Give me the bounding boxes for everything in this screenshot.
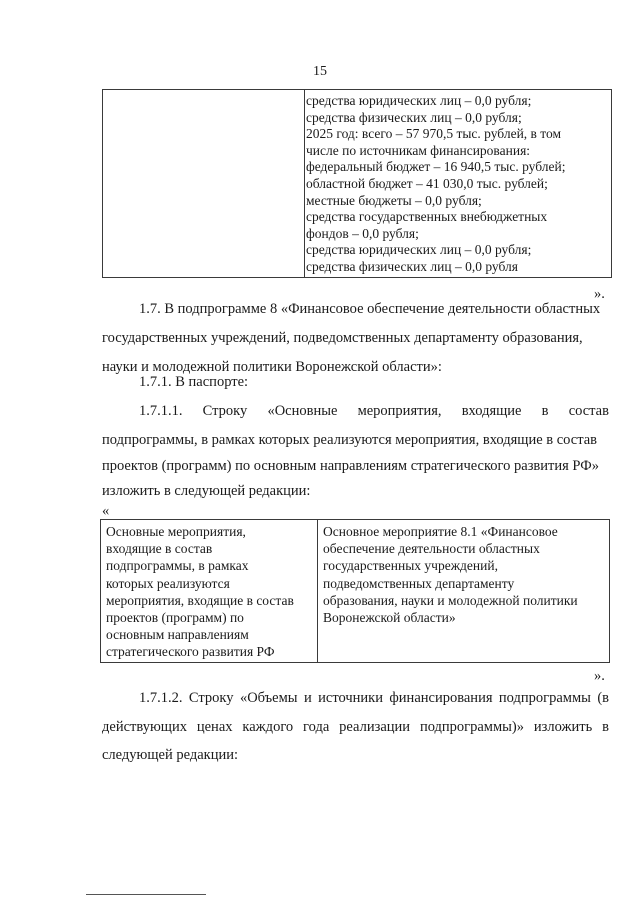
table-line: Основные мероприятия,	[106, 524, 246, 539]
paragraph-word: Строку	[188, 690, 234, 706]
paragraph-word: 1.7.1.1.	[139, 403, 183, 419]
paragraph-1-7-1: 1.7.1. В паспорте:	[139, 374, 249, 390]
table-line: входящие в состав	[106, 541, 213, 557]
table-line: средства государственных внебюджетных	[306, 209, 548, 225]
paragraph-word: 1.7.1.2.	[139, 690, 183, 706]
opening-quote: «	[102, 503, 110, 519]
paragraph-word: входящие	[461, 403, 522, 419]
paragraph-word: и	[303, 690, 312, 706]
closing-quote: ».	[594, 286, 605, 302]
table-line: подведомственных департаменту	[323, 575, 515, 591]
footnote-rule	[86, 894, 206, 895]
table-line: местные бюджеты – 0,0 рубля;	[306, 192, 482, 208]
paragraph-word: действующих	[102, 719, 187, 735]
paragraph-word: Строку	[202, 403, 248, 419]
closing-quote: ».	[594, 668, 605, 684]
table-line: средства физических лиц – 0,0 рубля	[306, 259, 518, 274]
paragraph-word: состав	[568, 403, 609, 419]
paragraph-word: ценах	[196, 719, 233, 735]
paragraph-line: 1.7. В подпрограмме 8 «Финансовое обеспечение деятельности областных	[139, 301, 601, 317]
paragraph-word: финансирования	[389, 690, 493, 706]
paragraph-word: изложить	[533, 719, 593, 735]
table-line: Основное мероприятие 8.1 «Финансовое	[323, 524, 558, 539]
paragraph-word: мероприятия,	[357, 403, 442, 419]
table-line: государственных учреждений,	[323, 558, 498, 574]
table-line: образования, науки и молодежной политики	[323, 592, 578, 608]
table-line: подпрограммы, в рамках	[106, 558, 249, 574]
table-line: федеральный бюджет – 16 940,5 тыс. рублей;	[306, 159, 566, 175]
table-column-divider	[317, 520, 318, 662]
paragraph-line: государственных учреждений, подведомственных департаменту образования,	[102, 330, 583, 346]
table-line: средства юридических лиц – 0,0 рубля;	[306, 242, 532, 258]
paragraph-line: подпрограммы, в рамках которых реализуются мероприятия, входящие в состав	[102, 432, 598, 448]
paragraph-word: года	[303, 719, 330, 735]
table-line: которых реализуются	[106, 575, 230, 591]
paragraph-line: изложить в следующей редакции:	[102, 483, 311, 499]
paragraph-word: (в	[597, 690, 609, 706]
table-line: 2025 год: всего – 57 970,5 тыс. рублей, в том	[306, 126, 562, 142]
paragraph-1-7-1-2-line-3: следующей редакции:	[102, 747, 239, 763]
table-line: средства физических лиц – 0,0 рубля;	[306, 109, 522, 125]
paragraph-word: каждого	[242, 719, 294, 735]
table-line: обеспечение деятельности областных	[323, 541, 540, 557]
paragraph-1-7-1-2-line-2	[102, 719, 609, 736]
paragraph-word: подпрограммы)»	[419, 719, 524, 735]
table-line: числе по источникам финансирования:	[306, 142, 531, 158]
paragraph-word: подпрограммы	[498, 690, 591, 706]
paragraph-word: реализации	[339, 719, 411, 735]
paragraph-word: в	[602, 719, 609, 735]
table-line: стратегического развития РФ	[106, 644, 275, 660]
paragraph-line: науки и молодежной политики Воронежской области»:	[102, 359, 442, 375]
table-line: областной бюджет – 41 030,0 тыс. рублей;	[306, 176, 548, 191]
table-line: мероприятия, входящие в состав	[106, 592, 294, 608]
table-line: Воронежской области»	[323, 610, 456, 625]
paragraph-1-7-1-1-first-line	[139, 403, 609, 420]
table-column-divider	[304, 90, 305, 277]
table-line: основным направлениям	[106, 627, 249, 643]
table-line: средства юридических лиц – 0,0 рубля;	[306, 93, 532, 108]
paragraph-word: в	[541, 403, 549, 419]
table-line: фондов – 0,0 рубля;	[306, 225, 419, 241]
paragraph-word: «Основные	[267, 403, 338, 419]
paragraph-word: «Объемы	[239, 690, 298, 706]
page-number: 15	[313, 64, 327, 79]
paragraph-word: источники	[318, 690, 383, 706]
paragraph-1-7-1-2-line-1	[139, 690, 609, 707]
paragraph-line: проектов (программ) по основным направлениям стратегического развития РФ»	[102, 457, 599, 474]
table-line: проектов (программ) по	[106, 610, 244, 625]
